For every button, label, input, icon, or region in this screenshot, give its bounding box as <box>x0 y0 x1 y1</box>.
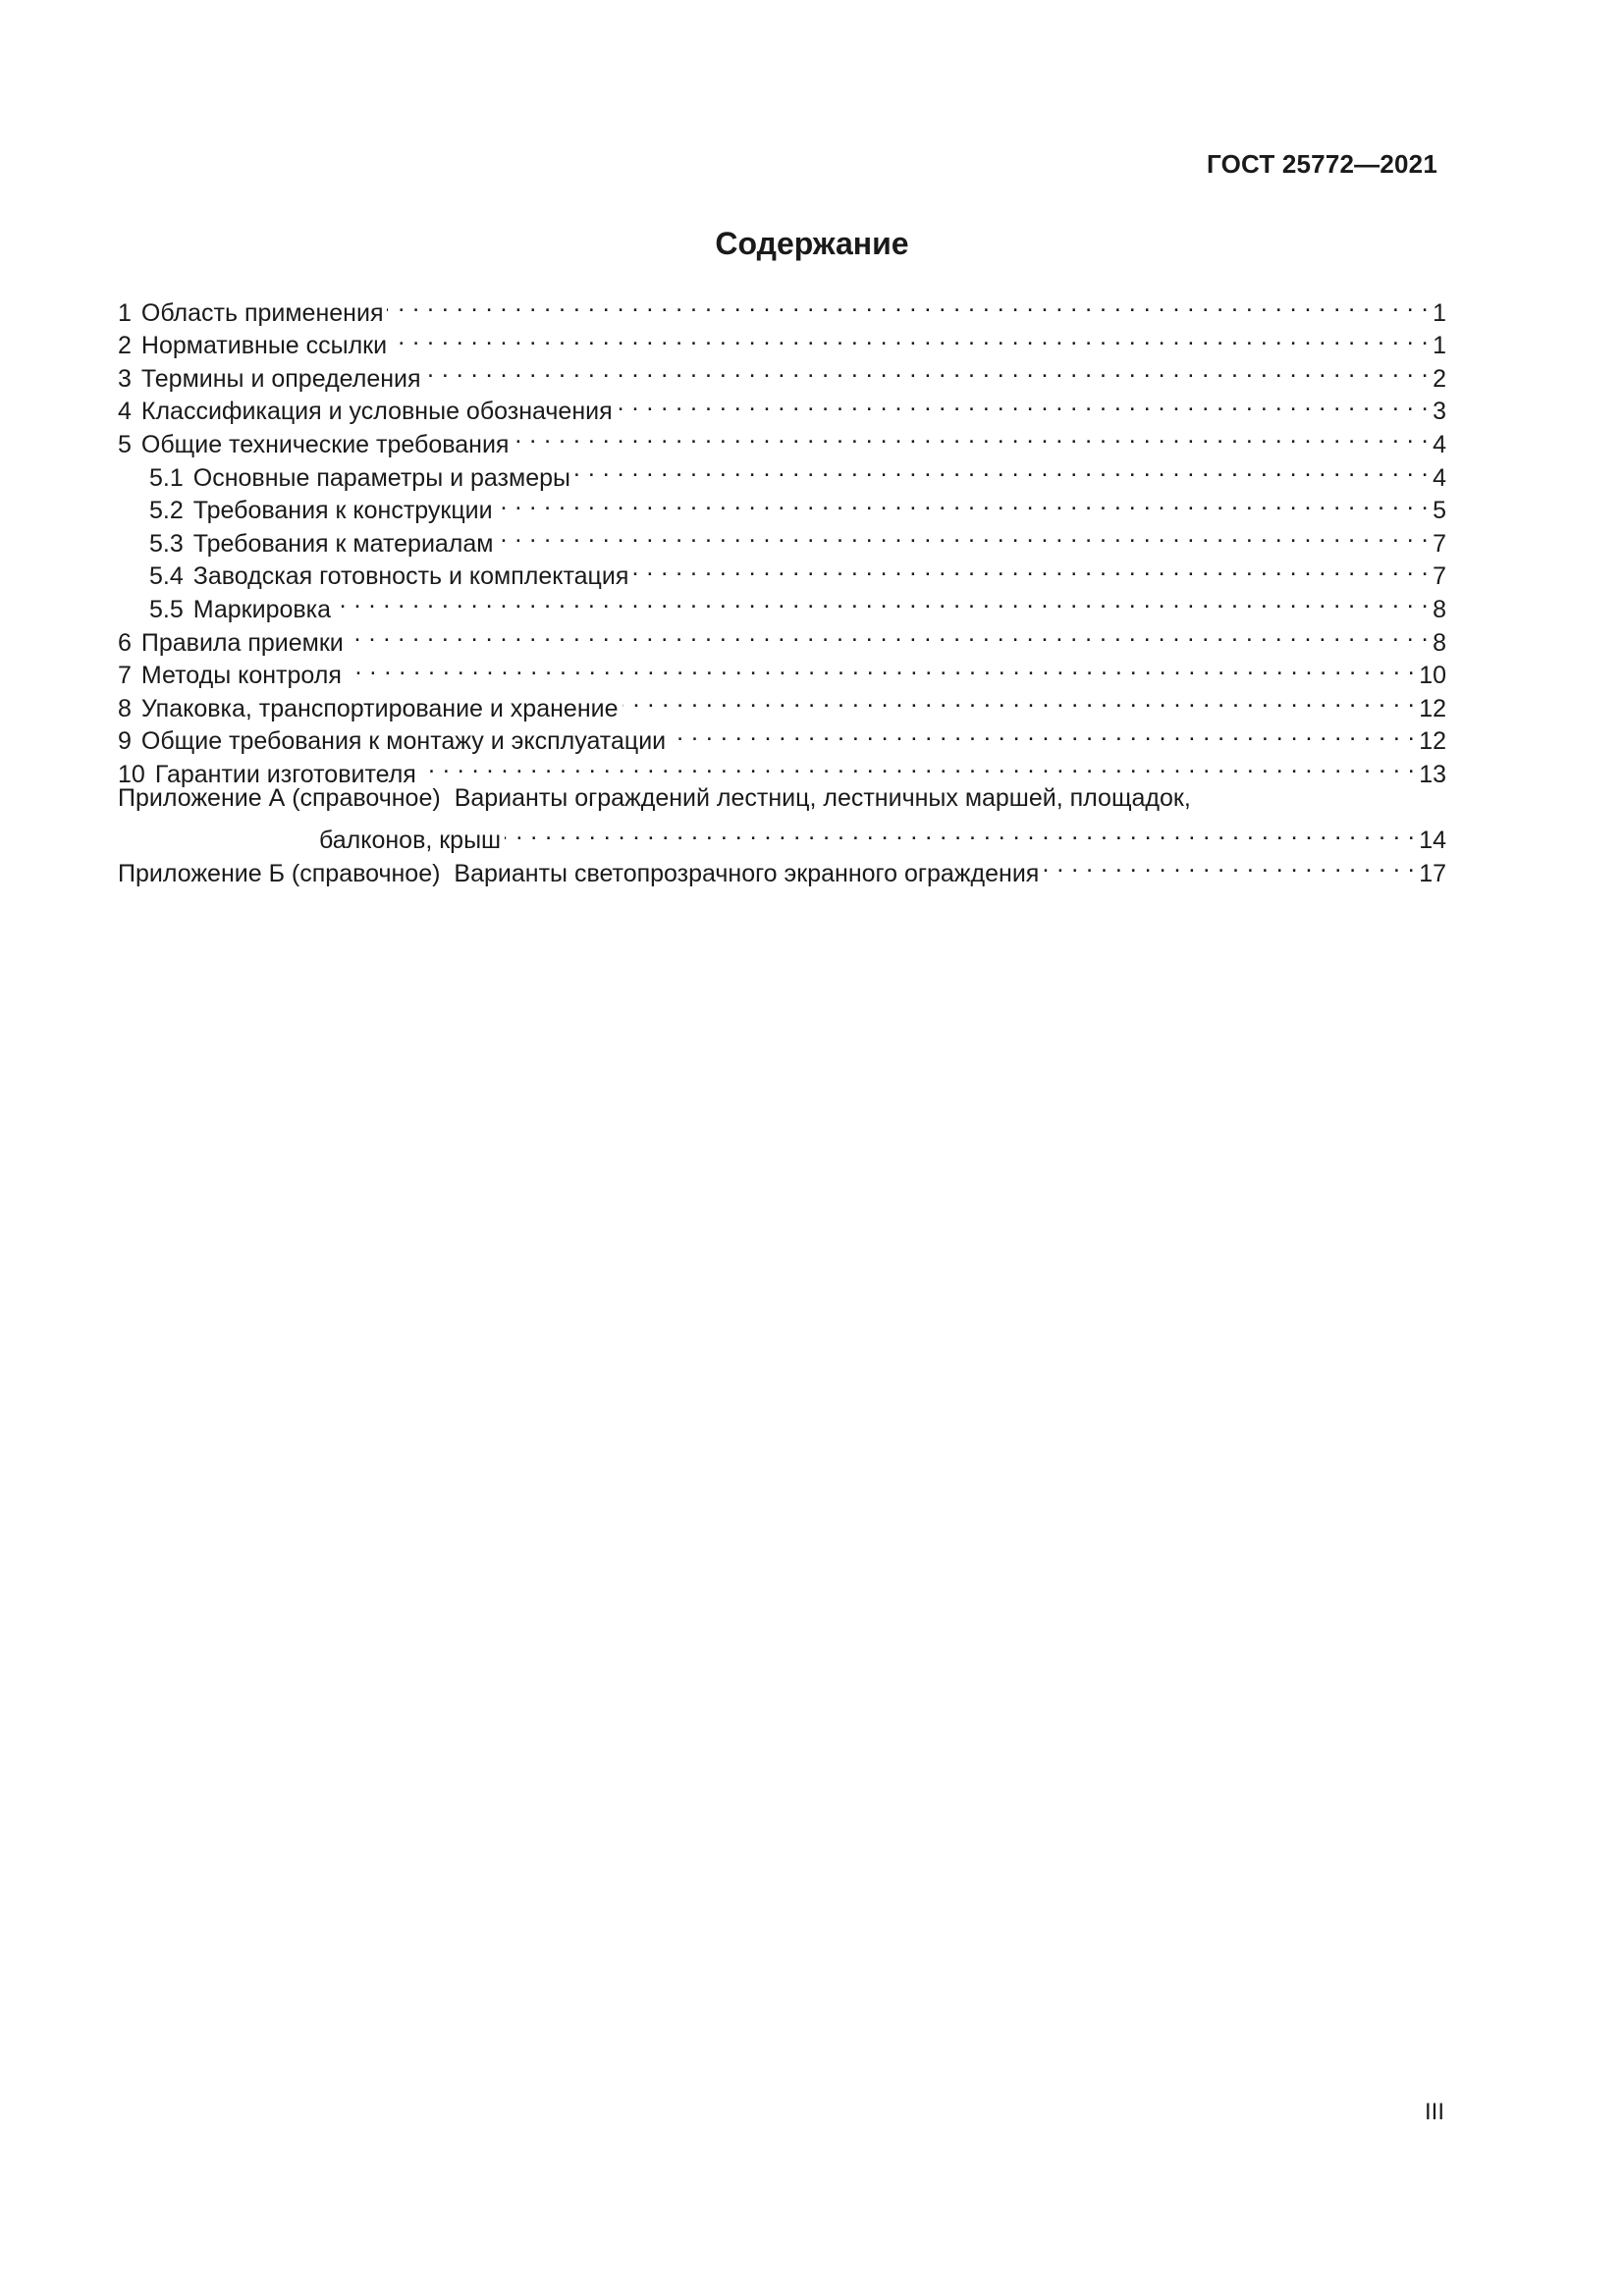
toc-entry-page: 8 <box>1433 628 1446 657</box>
toc-entry-number: 3 <box>118 364 132 393</box>
appendix-tag: Приложение А (справочное) <box>118 783 441 812</box>
toc-entry-page: 4 <box>1433 430 1446 458</box>
toc-entry-label: Методы контроля <box>140 662 342 690</box>
toc-entry-page: 4 <box>1433 463 1446 492</box>
toc-entry-label: Гарантии изготовителя <box>154 760 416 788</box>
appendix-label-continued: балконов, крыш <box>319 827 502 855</box>
toc-appendix-a-continued[interactable] <box>118 816 1446 855</box>
dot-leader <box>420 749 1415 782</box>
dot-leader <box>497 486 1429 519</box>
toc-entry-page: 1 <box>1433 298 1446 327</box>
toc-entry-page: 17 <box>1419 859 1446 887</box>
toc-entry-number: 9 <box>118 727 132 756</box>
dot-leader <box>670 717 1415 750</box>
toc-entry-label: Упаковка, транспортирование и хранение <box>140 694 619 722</box>
dot-leader <box>335 584 1429 617</box>
dot-leader <box>574 453 1429 486</box>
toc-entry-label: Заводская готовность и комплектация <box>192 562 629 591</box>
toc-entry-label: Классификация и условные обозначения <box>140 398 613 426</box>
toc-entry-number: 5.5 <box>149 595 184 623</box>
toc-entry-number: 4 <box>118 398 132 426</box>
toc-entry-number: 1 <box>118 298 132 327</box>
toc-entry-number: 10 <box>118 760 145 788</box>
toc-entry-label: Требования к материалам <box>192 529 494 558</box>
toc-entry-number: 5.2 <box>149 497 184 525</box>
appendix-tag: Приложение Б (справочное) <box>118 859 441 887</box>
dot-leader <box>1043 848 1415 881</box>
dot-leader <box>498 518 1430 552</box>
toc-entry-number: 5.3 <box>149 529 184 558</box>
appendix-label: Варианты светопрозрачного экранного ограждения <box>454 859 1040 887</box>
toc-appendix-b[interactable] <box>118 848 1446 887</box>
toc-entry-number: 2 <box>118 332 132 360</box>
toc-entry-label: Требования к конструкции <box>192 497 493 525</box>
toc-entry-page: 7 <box>1433 562 1446 591</box>
toc-entry-1[interactable] <box>118 288 1446 327</box>
document-code: ГОСТ 25772—2021 <box>1207 149 1437 179</box>
toc-entry-label: Нормативные ссылки <box>140 332 388 360</box>
toc-entry-label: Основные параметры и размеры <box>192 463 570 492</box>
toc-entry-label: Правила приемки <box>140 628 344 657</box>
toc-entry-page: 13 <box>1419 760 1446 788</box>
toc-entry-number: 8 <box>118 694 132 722</box>
toc-entry-number: 5 <box>118 430 132 458</box>
toc-entry-page: 12 <box>1419 694 1446 722</box>
dot-leader <box>623 683 1416 717</box>
dot-leader <box>425 353 1430 387</box>
dot-leader <box>513 419 1429 453</box>
toc-entry-page: 7 <box>1433 529 1446 558</box>
table-of-contents <box>118 288 1446 887</box>
toc-entry-number: 5.4 <box>149 562 184 591</box>
toc-entry-page: 3 <box>1433 398 1446 426</box>
toc-entry-page: 2 <box>1433 364 1446 393</box>
toc-entry-label: Область применения <box>140 298 384 327</box>
toc-entry-page: 14 <box>1419 827 1446 855</box>
toc-entry-page: 5 <box>1433 497 1446 525</box>
toc-entry-page: 12 <box>1419 727 1446 756</box>
toc-entry-label: Общие требования к монтажу и эксплуатации <box>140 727 667 756</box>
page-number: III <box>1424 2099 1444 2125</box>
toc-entry-page: 8 <box>1433 595 1446 623</box>
toc-entry-number: 5.1 <box>149 463 184 492</box>
toc-title: Содержание <box>715 226 909 261</box>
toc-entry-label: Маркировка <box>192 595 332 623</box>
toc-entry-number: 7 <box>118 662 132 690</box>
dot-leader <box>348 617 1429 651</box>
toc-entry-page: 10 <box>1419 662 1446 690</box>
toc-entry-label: Общие технические требования <box>140 430 510 458</box>
toc-entry-page: 1 <box>1433 332 1446 360</box>
dot-leader <box>346 651 1415 684</box>
dot-leader <box>391 321 1429 354</box>
dot-leader <box>505 816 1415 849</box>
appendix-label: Варианты ограждений лестниц, лестничных маршей, площадок, <box>454 783 1191 812</box>
dot-leader <box>617 387 1429 420</box>
toc-entry-label: Термины и определения <box>140 364 421 393</box>
toc-entry-number: 6 <box>118 628 132 657</box>
toc-appendix-a[interactable] <box>118 782 1446 816</box>
dot-leader <box>632 552 1429 585</box>
dot-leader <box>387 288 1429 321</box>
